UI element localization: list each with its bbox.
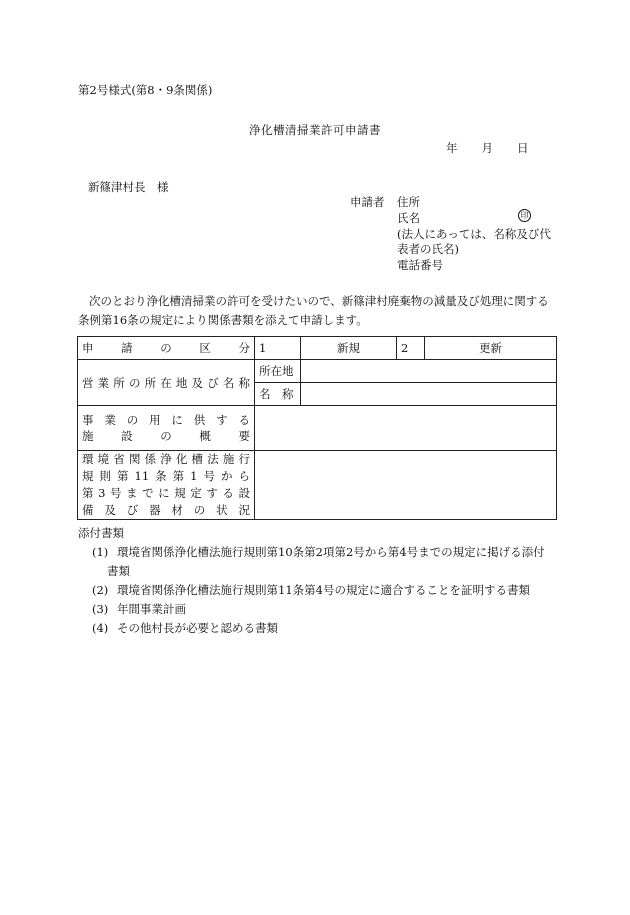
office-label: 営業所の所在地及び名称 — [78, 360, 255, 406]
item-text-continued: 書類 — [107, 564, 130, 578]
attachments-title: 添付書類 — [78, 526, 124, 540]
item-number: (4) — [92, 621, 109, 635]
option-2-label[interactable]: 更新 — [425, 337, 557, 360]
equipment-label-line4: 備及び器材の状況 — [82, 503, 250, 517]
option-2-number: 2 — [397, 337, 425, 360]
application-table — [77, 336, 557, 520]
category-label: 申請の区分 — [78, 337, 255, 360]
document-title: 浄化槽清掃業許可申請書 — [249, 123, 381, 137]
list-item — [92, 584, 530, 598]
seal-mark: 印 — [518, 209, 531, 222]
equipment-field[interactable] — [255, 451, 557, 520]
list-item — [92, 546, 545, 560]
applicant-label: 申請者 — [350, 195, 385, 209]
item-text: 年間事業計画 — [117, 602, 186, 616]
item-text: 環境省関係浄化槽法施行規則第11条第4号の規定に適合することを証明する書類 — [117, 583, 530, 597]
date-year: 年 — [446, 141, 458, 155]
list-item — [92, 603, 186, 617]
date-month: 月 — [481, 141, 493, 155]
date-day: 日 — [517, 141, 529, 155]
applicant-address-label: 住所 — [397, 195, 420, 209]
item-number: (1) — [92, 545, 109, 559]
facility-label-line1: 事業の用に供する — [82, 413, 250, 427]
form-number: 第2号様式(第8・9条関係) — [78, 83, 213, 97]
body-paragraph: 次のとおり浄化槽清掃業の許可を受けたいので、新篠津村廃棄物の減量及び処理に関する条例第16条の規定により関係書類を添えて申請します。 — [78, 294, 549, 327]
office-name-field[interactable] — [301, 383, 557, 406]
list-item — [92, 622, 278, 636]
date-line — [446, 142, 529, 156]
office-location-field[interactable] — [301, 360, 557, 383]
equipment-label — [78, 451, 255, 520]
office-name-label: 名 称 — [255, 383, 301, 406]
facility-field[interactable] — [255, 406, 557, 451]
facility-label-line2: 施設の概要 — [82, 429, 250, 443]
option-1-label[interactable]: 新規 — [301, 337, 397, 360]
item-number: (2) — [92, 583, 109, 597]
applicant-note-line2: 表者の氏名) — [397, 242, 459, 256]
table-row-facility — [78, 406, 557, 451]
applicant-phone-label: 電話番号 — [397, 258, 443, 272]
item-text: その他村長が必要と認める書類 — [117, 621, 278, 635]
addressee: 新篠津村長 様 — [88, 180, 169, 194]
equipment-label-line1: 環境省関係浄化槽法施行 — [82, 452, 250, 466]
item-text: 環境省関係浄化槽法施行規則第10条第2項第2号から第4号までの規定に掲げる添付 — [117, 545, 545, 559]
item-number: (3) — [92, 602, 109, 616]
applicant-note-line1: (法人にあっては、名称及び代 — [397, 227, 551, 241]
applicant-name-label: 氏名 — [397, 211, 420, 225]
office-location-label: 所在地 — [255, 360, 301, 383]
table-row-category — [78, 337, 557, 360]
facility-label — [78, 406, 255, 451]
equipment-label-line3: 第3号までに規定する設 — [82, 486, 250, 500]
option-1-number: 1 — [255, 337, 301, 360]
equipment-label-line2: 規則第11条第1号から — [82, 469, 250, 483]
table-row-office — [78, 360, 557, 383]
table-row-equipment — [78, 451, 557, 520]
